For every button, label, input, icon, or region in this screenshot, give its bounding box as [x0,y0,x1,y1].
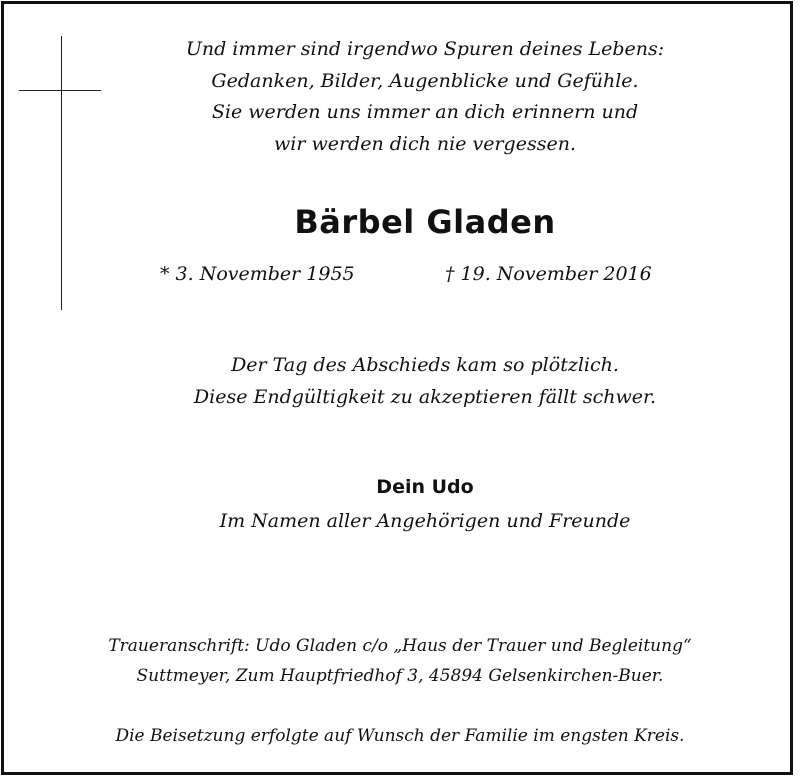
mourning-address [30,631,770,691]
farewell-line: Der Tag des Abschieds kam so plötzlich. [231,354,619,376]
farewell-line: Diese Endgültigkeit zu akzeptieren fällt schwer. [193,386,657,408]
address-line: Traueranschrift: Udo Gladen c/o „Haus der Trauer und Begleitung“ [108,636,692,656]
poem-line: Sie werden uns immer an dich erinnern und [211,101,639,123]
poem-line: wir werden dich nie vergessen. [274,132,576,155]
signature-on-behalf: Im Namen aller Angehörigen und Freunde [219,510,631,532]
funeral-note: Die Beisetzung erfolgte auf Wunsch der Familie im engsten Kreis. [115,726,685,746]
death-date: † 19. November 2016 [445,263,652,285]
cross-horizontal-bar [19,90,101,91]
memorial-poem [100,34,750,160]
cross-vertical-bar [61,36,62,310]
address-line: Suttmeyer, Zum Hauptfriedhof 3, 45894 Gelsenkirchen-Buer. [136,666,664,686]
signature-name: Dein Udo [376,476,474,498]
birth-date: * 3. November 1955 [160,263,355,285]
farewell-text [100,349,750,413]
poem-line: Gedanken, Bilder, Augenblicke und Gefühle. [211,69,639,92]
deceased-name: Bärbel Gladen [294,203,556,241]
poem-line: Und immer sind irgendwo Spuren deines Lebens: [185,38,665,60]
